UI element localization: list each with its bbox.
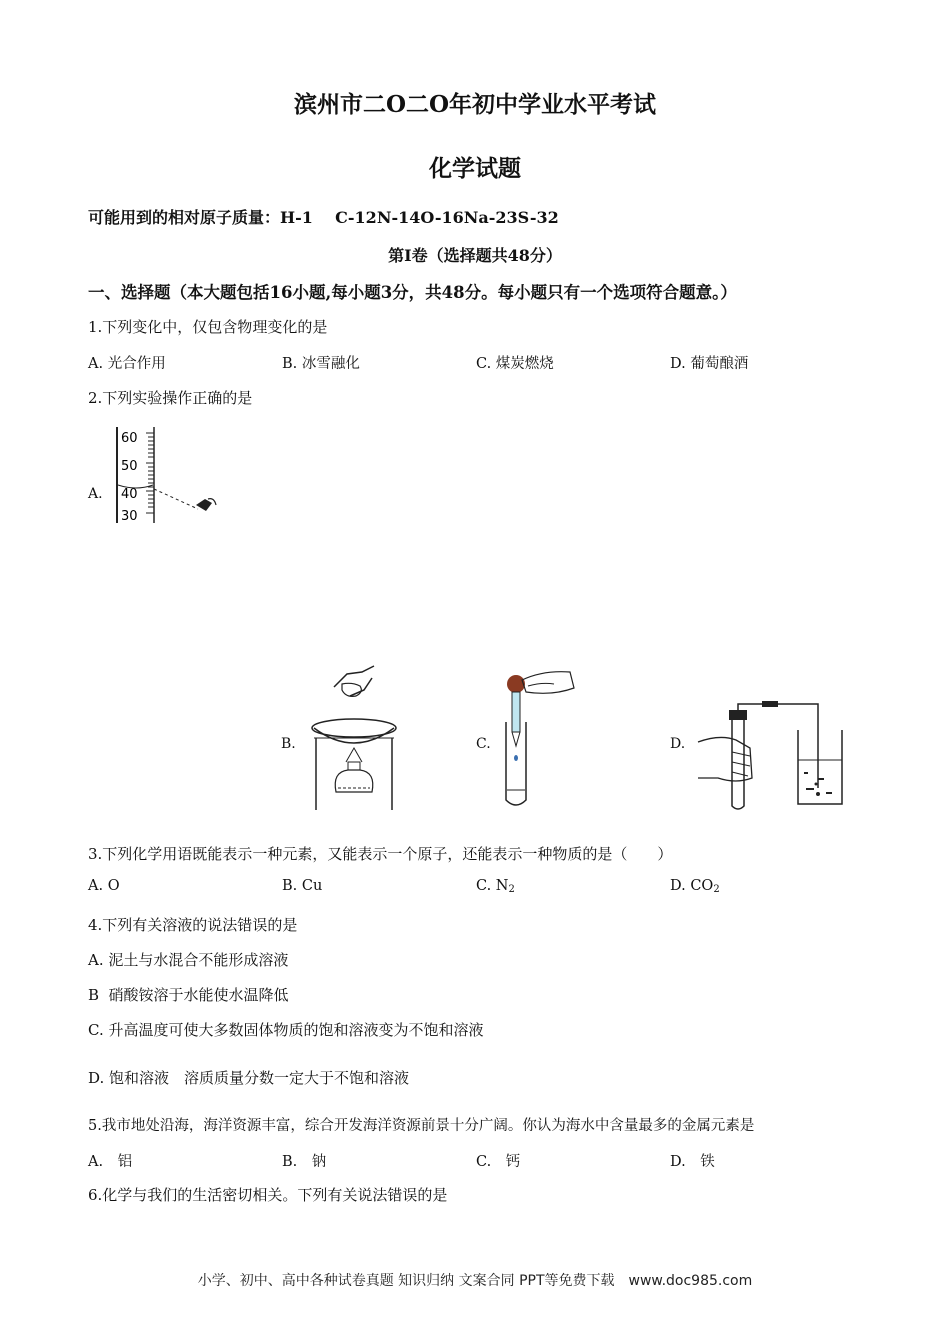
q3-option-a: A. O [88,878,120,894]
q6-stem: 6.化学与我们的生活密切相关。下列有关说法错误的是 [88,1186,448,1204]
q1-stem: 1.下列变化中，仅包含物理变化的是 [88,318,328,336]
q4-option-a: A. 泥土与水混合不能形成溶液 [88,951,289,969]
q1-option-d: D. 葡萄酿酒 [670,356,749,372]
section-title: 一、选择题（本大题包括16小题,每小题3分，共48分。每小题只有一个选项符合题意。） [88,283,737,302]
q1-option-c: C. 煤炭燃烧 [476,356,554,372]
evaporation-figure [302,662,407,812]
q2-stem: 2.下列实验操作正确的是 [88,389,253,407]
q4-stem: 4.下列有关溶液的说法错误的是 [88,916,298,934]
q5-option-a: A. 铝 [88,1154,133,1170]
q3-stem: 3.下列化学用语既能表示一种元素，又能表示一个原子，还能表示一种物质的是（ ） [88,845,673,863]
q5-option-c: C. 钙 [476,1154,521,1170]
q1-option-b: B. 冰雪融化 [282,356,360,372]
q2-label-a: A. [88,486,103,502]
q5-option-b: B. 钠 [282,1154,327,1170]
q4-option-b: B 硝酸铵溶于水能使水温降低 [88,986,289,1004]
airtightness-check-figure [692,700,852,810]
tick-label: 50 [121,459,138,474]
footer-link[interactable]: 小学、初中、高中各种试卷真题 知识归纳 文案合同 PPT等免费下载 www.doc985.com [197,1273,753,1289]
q4-option-c: C. 升高温度可使大多数固体物质的饱和溶液变为不饱和溶液 [88,1021,484,1039]
dropper-figure [498,662,578,812]
q2-label-b: B. [281,736,296,752]
q1-option-a: A. 光合作用 [88,356,166,372]
exam-title: 滨州市二O二O年初中学业水平考试 [293,91,657,118]
q2-label-c: C. [476,736,491,752]
volume-title: 第I卷（选择题共48分） [388,246,562,265]
q3-option-b: B. Cu [282,878,323,894]
atomic-mass-line: 可能用到的相对原子质量：H-1 C-12N-14O-16Na-23S-32 [88,208,559,227]
exam-subtitle: 化学试题 [429,155,521,182]
tick-label: 30 [121,509,138,524]
q3-option-c: C. $N_2$ [476,878,515,895]
graduated-cylinder-figure [110,425,220,525]
q3-option-d: D. $CO_2$ [670,878,720,895]
q5-option-d: D. 铁 [670,1154,715,1170]
tick-label: 60 [121,431,138,446]
tick-label: 40 [121,487,138,502]
q2-label-d: D. [670,736,686,752]
q4-option-d: D. 饱和溶液 溶质质量分数一定大于不饱和溶液 [88,1069,410,1087]
q5-stem: 5.我市地处沿海，海洋资源丰富，综合开发海洋资源前景十分广阔。你认为海水中含量最多的金属元素是 [88,1118,755,1134]
